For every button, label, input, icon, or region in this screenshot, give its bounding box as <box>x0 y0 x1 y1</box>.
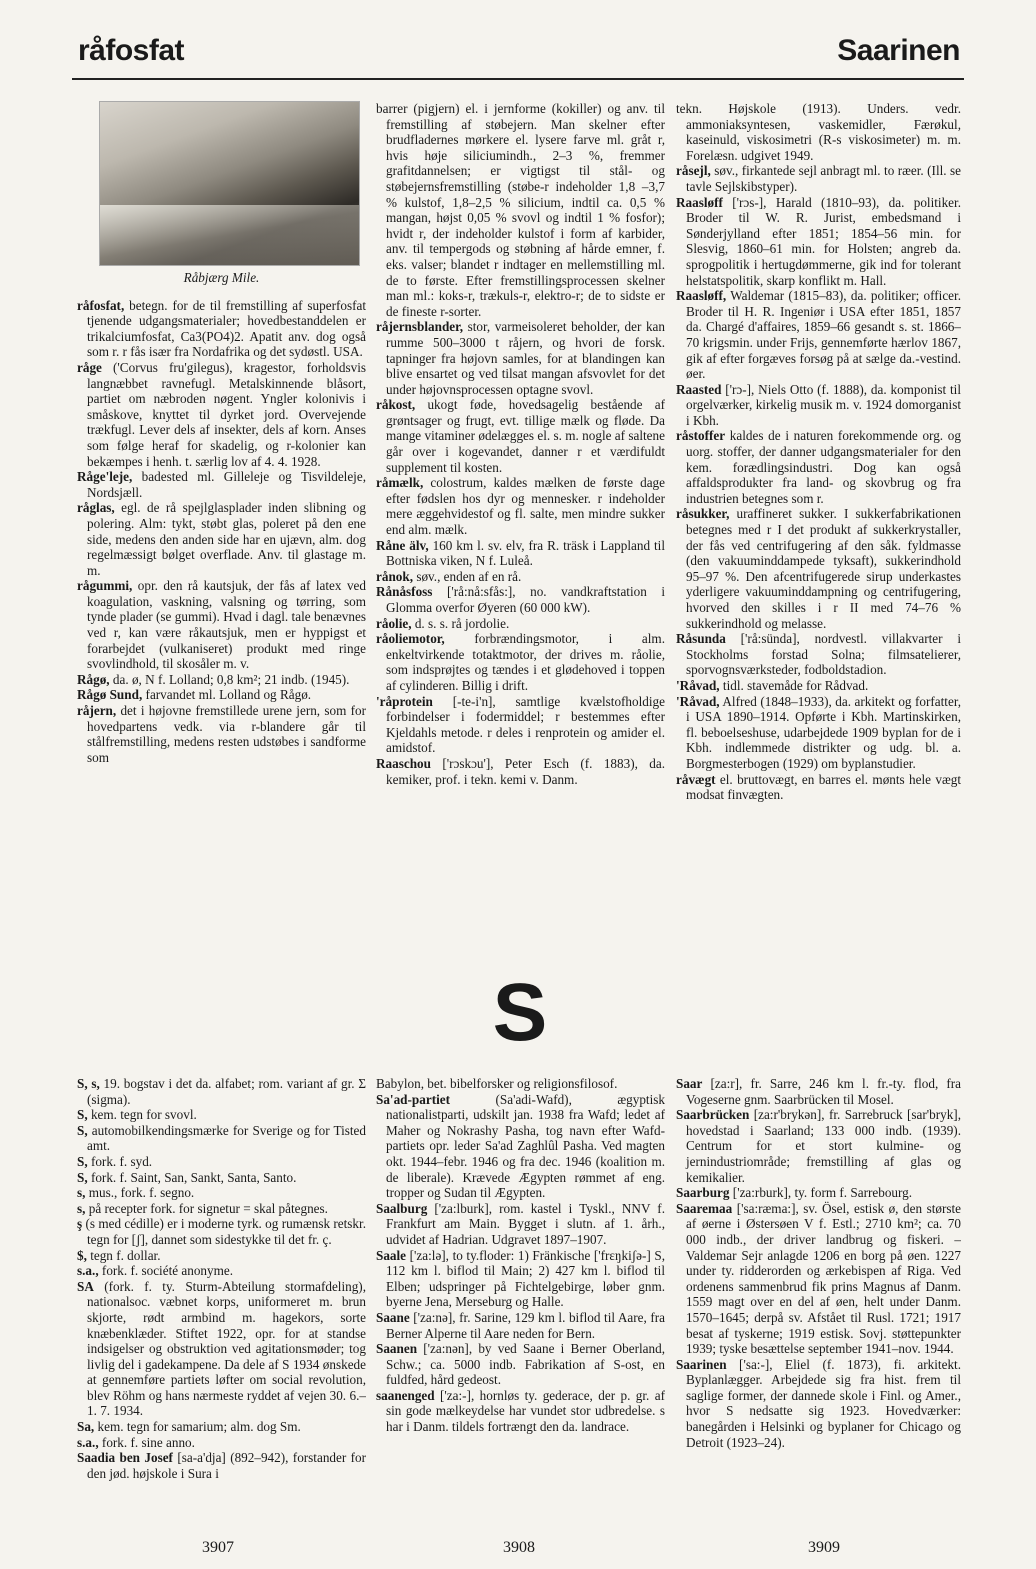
entry-headword: råjernsblander, <box>376 319 464 335</box>
dictionary-entry <box>77 1123 366 1154</box>
photo-caption: Råbjærg Mile. <box>183 270 260 285</box>
dictionary-entry <box>376 584 665 615</box>
entry-text: ukogt føde, hovedsagelig bestående af grøntsager og frugt, evt. tillige mælk og fløde. Da mange vitaminer ødelægges el. s. m. nogle af saltene går over i kogevandet, danner r et værdifuldt supplement til kosten. <box>386 397 665 475</box>
entry-headword: råstoffer <box>676 428 726 444</box>
entry-text: Alfred (1848–1933), da. arkitekt og forfatter, i USA 1890–1914. Opførte i Kbh. Martinskirken, fl. beboelseshuse, udarbejdede 1909 byplan for de i Kbh. indlemmede distrikter og udg. bl. a. Borgmesterbogen (1929) om byplanstudier. <box>686 693 961 771</box>
dictionary-entry <box>77 298 366 360</box>
entry-headword: råfosfat, <box>77 297 125 313</box>
dictionary-entry <box>77 1185 366 1201</box>
entry-headword: Råge'leje, <box>77 469 133 485</box>
header-rule <box>72 78 964 80</box>
column-3-top <box>676 101 961 881</box>
dictionary-entry <box>376 1092 665 1201</box>
entry-text: ['za:nə], fr. Sarine, 129 km l. biflod til Aare, fra Berner Alperne til Aare neden for Bern. <box>386 1309 665 1341</box>
entry-headword: Saarbrücken <box>676 1107 750 1123</box>
entry-text: ['rɔs-], Harald (1810–93), da. politiker. Broder til W. R. Jurist, embedsmand i Sønderjylland efter 1851; 1854–56 min. for Slesvig, 1860–61 min. for Holsten; angreb da. sprogpolitik i hertugdømmerne, gik ind for tolerant helstatspolitik, skarp konflikt m. Hall. <box>686 194 961 288</box>
entry-headword: s.a., <box>77 1263 99 1279</box>
entry-headword: råsejl, <box>676 163 711 179</box>
entry-headword: saanenged <box>376 1387 435 1403</box>
entry-headword: SA <box>77 1278 94 1294</box>
dictionary-entry <box>376 1310 665 1341</box>
entry-headword: Raaschou <box>376 755 431 771</box>
entry-headword: S, <box>77 1169 88 1185</box>
column-3-bottom <box>676 1076 961 1516</box>
entry-text: [za:r], fr. Sarre, 246 km l. fr.-ty. flod, fra Vogeserne gnm. Saarbrücken til Mosel. <box>686 1076 961 1107</box>
entry-text: det i højovne fremstillede urene jern, som for hovedpartens vedk. via r-blandere går til stålfremstilling, medens resten udstøbes i sandforme som <box>87 703 366 765</box>
entry-headword: råolie, <box>376 615 412 631</box>
entry-text: ['sa:-], Eliel (f. 1873), fi. arkitekt. Byplanlægger. Arbejdede sig fra hist. frem til saglige former, der dannede skole i Finl. og Amer., hvor S nedsatte sig 1923. Hovedværker: banegården i Helsinki og byplaner for Chicago og Detroit (1923–24). <box>686 1356 961 1450</box>
entry-headword: Sa'ad-partiet <box>376 1091 450 1107</box>
dictionary-entry <box>676 678 961 694</box>
entries <box>77 298 366 766</box>
entry-headword: s, <box>77 1200 86 1216</box>
entry-headword: råsukker, <box>676 506 730 522</box>
dictionary-entry <box>376 538 665 569</box>
entry-headword: råjern, <box>77 703 117 719</box>
dictionary-entry <box>77 1248 366 1264</box>
entry-headword: S, s, <box>77 1076 100 1091</box>
dictionary-entry <box>376 756 665 787</box>
dictionary-entry <box>77 1263 366 1279</box>
entry-text: ['za:-], hornløs ty. gederace, der p. gr. af sin gode mælkeydelse har vundet stor udbredelse. s har i Danm. tildels fortrængt den da. landrace. <box>386 1387 665 1435</box>
dictionary-entry <box>77 1154 366 1170</box>
dictionary-entry <box>77 672 366 688</box>
dictionary-entry <box>676 772 961 803</box>
entry-text: [-te-i'n], samtlige kvælstofholdige forbindelser i fodermiddel; r bestemmes efter Kjeldahls metode. r deles i renprotein og amider el. amidstof. <box>386 693 665 756</box>
dictionary-entry <box>376 1341 665 1388</box>
dictionary-entry <box>376 1248 665 1310</box>
entry-headword: Raasløff, <box>676 288 727 304</box>
dictionary-entry <box>376 397 665 475</box>
entry-headword: Råne älv, <box>376 537 429 553</box>
dictionary-entry <box>77 1279 366 1419</box>
entry-text: ('Corvus fru'gilegus), kragestor, forholdsvis langnæbbet ravnefugl. Metalskinnende blåsort, partiet om næbroden nøgent. Yngler kolonivis i småskove, knyttet til dyrket jord. Overvejende trækfugl. Lever dels af insekter, dels af korn. Anses som følge heraf for skadelig, og r-kolonier kan bekæmpes i henh. t. særlig lov af 4. 4. 1928. <box>87 359 366 469</box>
entries <box>77 1076 366 1481</box>
dictionary-entry <box>376 694 665 756</box>
dictionary-entry <box>77 1419 366 1435</box>
entry-headword: s.a., <box>77 1434 99 1450</box>
entry-headword: Saarburg <box>676 1185 730 1201</box>
entry-headword: Saale <box>376 1247 407 1263</box>
dictionary-entry <box>676 428 961 506</box>
entry-text: ['rɔ-], Niels Otto (f. 1888), da. komponist til orgelværker, kirkelig musik m. v. 1924 domorganist i Kbh. <box>686 381 961 428</box>
entry-text: tidl. stavemåde for Rådvad. <box>719 677 869 693</box>
dictionary-entry <box>676 288 961 382</box>
page-number-right: 3909 <box>808 1539 840 1556</box>
dictionary-entry <box>676 1201 961 1357</box>
entry-text: fork. f. sine anno. <box>98 1434 195 1450</box>
entry-text: ['za:lə], to ty.floder: 1) Fränkische ['frɛŋkiʃə-] S, 112 km l. biflod til Main; 2) 427 km l. biflod til Elben; udspringer på Fichtelgebirge, løber gnm. byerne Jena, Merseburg og Halle. <box>386 1247 665 1310</box>
entry-headword: $, <box>77 1247 87 1263</box>
entry-text: kaldes de i naturen forekommende org. og uorg. stoffer, der danner udgangsmaterialer for den kem. forædlingsindustri. Dog kan også affaldsprodukter fra land- og skovbrug og fra industrien betegnes som r. <box>686 428 961 506</box>
entry-headword: råoliemotor, <box>376 631 445 647</box>
entry-text: da. ø, N f. Lolland; 0,8 km²; 21 indb. (1945). <box>109 671 350 687</box>
dictionary-entry <box>376 101 665 319</box>
entry-text: betegn. for de til fremstilling af superfosfat tjenende udgangsmaterialer; hovedbestanddelen er trikalciumfosfat, Ca3(PO4)2. Apatit anv. dog også som r. r fås især fra Nordafrika og det sydøstl. USA. <box>87 297 366 360</box>
entry-text: (s med cédille) er i moderne tyrk. og rumænsk retskr. tegn for [ʃ], dannet som sidestykke til det fr. ç. <box>82 1216 366 1247</box>
running-head-right: Saarinen <box>837 34 960 67</box>
dictionary-entry <box>676 101 961 163</box>
entry-text: el. bruttovægt, en barres el. mønts hele vægt modsat finvægten. <box>686 771 961 803</box>
entry-headword: Rågø Sund, <box>77 687 143 703</box>
entry-headword: Saaremaa <box>676 1200 733 1216</box>
entry-text: mus., fork. f. segno. <box>85 1185 195 1201</box>
entry-text: d. s. s. rå jordolie. <box>411 615 510 631</box>
page-number-center: 3908 <box>503 1539 535 1556</box>
page-number-left: 3907 <box>202 1539 234 1556</box>
column-2-bottom <box>376 1076 665 1516</box>
entry-headword: 'råprotein <box>376 693 433 709</box>
entry-text: stor, varmeisoleret beholder, der kan rumme 500–3000 t råjern, og hvori de forsk. tapninger fra højovn samles, for at blandingen kan blive ensartet og ved tilsat mangan afsvovlet for det under højovnsprocessen optagne svovl. <box>386 319 665 397</box>
dictionary-entry <box>77 1435 366 1451</box>
entry-text: tekn. Højskole (1913). Unders. vedr. ammoniaksyntesen, vaskemidler, Færøkul, kaseinuld, viskosimetri (R-s viskosimeter) m. m. Forelæsn. udgivet 1949. <box>676 101 961 163</box>
column-1-top <box>77 101 366 881</box>
entry-headword: 'Råvad, <box>676 693 720 709</box>
entry-headword: Raasted <box>676 381 722 397</box>
entry-text: søv., firkantede sejl anbragt ml. to ræer. (Ill. se tavle Sejlskibstyper). <box>686 163 961 194</box>
entry-text: [za:r'brykən], fr. Sarrebruck [sar'bryk], hovedstad i Saarland; 133 000 indb. (1939). Centrum for et stort kulmine- og jernindustriområde; fremstilling af glas og kemikalier. <box>686 1107 961 1185</box>
column-2-top <box>376 101 665 881</box>
column-1-bottom <box>77 1076 366 1516</box>
entry-text: ['sa:ræma:], sv. Ösel, estisk ø, den største af øerne i Østersøen V f. Estl.; 2710 km²; ca. 70 000 indb., der driver landbrug og fiskeri. – Valdemar Sejr anlagde 1206 en borg på øen. 1227 under ty. ridderorden og ærkebispen af Riga. Ved ordenens sammenbrud fik prins Magnus af Danm. 1559 magt over en del af øen, helt under Danm. 1570–1645; derpå sv. Afstået til Rusl. 1721; 1917 besat af tyskerne; 1919 estisk. Sovj. støttepunkter 1939; tyske besættelse september 1941–nov. 1944. <box>686 1200 961 1357</box>
entry-text: opr. den rå kautsjuk, der fås af latex ved koagulation, vaskning, valsning og tørring, som tynde plader (se gummi). Hvad i dagl. tale benævnes ved r, kan være råkautsjuk, men er hyppigst et forarbejdet (vulkaniseret) produkt med ringe svovlindhold, til skosåler m. v. <box>87 578 366 672</box>
entry-headword: Sa, <box>77 1419 95 1435</box>
entry-headword: Saalburg <box>376 1200 428 1216</box>
dictionary-entry <box>676 1076 961 1107</box>
dictionary-entry <box>376 631 665 693</box>
entry-headword: Raasløff <box>676 194 723 210</box>
dictionary-entry <box>376 319 665 397</box>
entry-headword: Saane <box>376 1309 410 1325</box>
entry-text: kem. tegn for samarium; alm. dog Sm. <box>94 1419 301 1435</box>
dictionary-entry <box>77 687 366 703</box>
entry-headword: ş <box>77 1216 83 1232</box>
dictionary-entry <box>376 1201 665 1248</box>
entry-text: (Sa'adi-Wafd), ægyptisk nationalistparti, udskilt jan. 1938 fra Wafd; ledet af Maher og Nokrashy Pasha, tog navn efter Wafd-partiets opr. leder Sa'ad Zaghlûl Pasha. Ved magten okt. 1944–febr. 1946 og fra dec. 1946 (koalition m. de liberale). Krævede Ægypten rømmet af eng. tropper og Sudan til Ægypten. <box>386 1091 665 1201</box>
entries <box>376 101 665 787</box>
entry-headword: s, <box>77 1185 86 1201</box>
entry-text: (fork. f. ty. Sturm-Abteilung stormafdeling), nationalsoc. væbnet korps, uniformeret m. brun skjorte, rødt armbind m. hagekors, sorte knæbenklæder. Stiftet 1922, opr. for at standse indsigelser og obstruktion ved agitationsmøder; tog livlig del i gadekampene. Da dele af S 1934 ønskede at gennemføre partiets løfter om social revolution, blev Röhm og hans nærmeste ryddet af vejen 30. 6.–1. 7. 1934. <box>87 1278 366 1419</box>
dictionary-entry <box>77 1107 366 1123</box>
entries <box>376 1076 665 1435</box>
dictionary-entry <box>676 195 961 289</box>
entry-headword: råglas, <box>77 500 115 516</box>
entry-text: automobilkendingsmærke for Sverige og for Tisted amt. <box>87 1122 366 1154</box>
entry-headword: Saanen <box>376 1341 418 1357</box>
entry-text: 160 km l. sv. elv, fra R. träsk i Lappland til Bottniska viken, N f. Luleå. <box>386 537 665 569</box>
dictionary-entry <box>77 1450 366 1481</box>
dictionary-entry <box>77 578 366 672</box>
entries <box>676 101 961 803</box>
dictionary-entry <box>376 1076 665 1092</box>
dictionary-entry <box>676 631 961 678</box>
dictionary-entry <box>676 506 961 631</box>
entry-headword: Saadia ben Josef <box>77 1450 173 1466</box>
dictionary-entry <box>676 382 961 429</box>
entry-text: [sa-a'dja] (892–942), forstander for den jød. højskole i Sura i <box>87 1450 366 1481</box>
entry-text: ['rɔskɔu'], Peter Esch (f. 1883), da. kemiker, prof. i tekn. kemi v. Danm. <box>386 755 665 787</box>
dictionary-entry <box>676 1357 961 1451</box>
entry-headword: rågummi, <box>77 578 133 594</box>
entry-text: på recepter fork. for signetur = skal påtegnes. <box>85 1200 328 1216</box>
entry-text: ['za:rburk], ty. form f. Sarrebourg. <box>729 1185 913 1201</box>
entry-text: 19. bogstav i det da. alfabet; rom. variant af gr. Σ (sigma). <box>87 1076 366 1107</box>
dictionary-entry <box>376 616 665 632</box>
dictionary-entry <box>676 694 961 772</box>
dictionary-entry <box>77 1201 366 1217</box>
entry-text: tegn f. dollar. <box>86 1247 161 1263</box>
dictionary-entry <box>77 703 366 765</box>
dictionary-entry <box>77 469 366 500</box>
dictionary-entry <box>676 163 961 194</box>
entry-headword: S, <box>77 1107 88 1123</box>
dictionary-entry <box>77 1216 366 1247</box>
entry-text: fork. f. syd. <box>87 1153 153 1169</box>
entry-text: uraffineret sukker. I sukkerfabrikationen betegnes med r I det produkt af sukkerkrystaller, der fås ved centrifugering af den såk. fyldmasse (den vakuuminddampede tyksaft), sukkerindhold 95–97 %. Den afcentrifugerede sirup underkastes yderligere vakuuminddampning og centrifugering, hvorved den skilles i r II med 74–76 % sukkerindhold og melasse. <box>686 506 961 631</box>
entry-headword: rånok, <box>376 568 414 584</box>
dictionary-entry <box>376 1388 665 1435</box>
entry-text: egl. de rå spejlglasplader inden slibning og polering. Alm: tykt, støbt glas, poleret på den ene side, medens den anden side har en ujævn, alm. dog regelmæssigt bølget overflade. Anv. til glastage m. m. <box>87 500 366 578</box>
entry-text: forbrændingsmotor, i alm. enkeltvirkende totaktmotor, der drives m. råolie, som indsprøjtes og tændes i et glødehoved i toppen af cylinderen. Billig i drift. <box>386 631 665 693</box>
entry-text: badested ml. Gilleleje og Tisvildeleje, Nordsjæll. <box>87 469 366 500</box>
running-head-left: råfosfat <box>78 34 185 67</box>
entry-headword: råvægt <box>676 771 716 787</box>
dictionary-entry <box>77 360 366 469</box>
section-letter: S <box>492 967 548 1058</box>
entry-text: ['za:lburk], rom. kastel i Tyskl., NNV f. Frankfurt am Main. Bygget i slutn. af 1. årh., udvidet af Hadrian. Udgravet 1897–1907. <box>386 1200 665 1247</box>
entry-headword: Rågø, <box>77 671 110 687</box>
dictionary-entry <box>77 500 366 578</box>
entry-text: colostrum, kaldes mælken de første dage efter fødslen hos dyr og mennesker. r indeholder mere æggehvidestof og fl. salte, men mindre sukker end alm. mælk. <box>386 475 665 538</box>
entry-headword: Rånåsfoss <box>376 584 433 600</box>
entry-headword: 'Råvad, <box>676 677 720 693</box>
entry-headword: S, <box>77 1122 88 1138</box>
dictionary-entry <box>376 569 665 585</box>
entry-headword: råge <box>77 359 102 375</box>
entry-headword: S, <box>77 1153 88 1169</box>
dictionary-entry <box>77 1170 366 1186</box>
entry-headword: råkost, <box>376 397 416 413</box>
entry-text: ['za:nən], by ved Saane i Berner Oberland, Schw.; ca. 5000 indb. Fabrikation af S-ost, en fuldfed, hård gedeost. <box>386 1341 665 1388</box>
entry-text: ['rå:nå:sfås:], no. vandkraftstation i Glomma overfor Øyeren (60 000 kW). <box>386 584 665 615</box>
entry-headword: Saarinen <box>676 1356 727 1372</box>
entry-text: kem. tegn for svovl. <box>87 1107 197 1123</box>
entry-text: ['rå:sünda], nordvestl. villakvarter i Stockholms forstad Solna; filmsatelierer, sporvognsværksteder, fodboldstadion. <box>686 631 961 678</box>
entry-headword: Råsunda <box>676 631 726 647</box>
dictionary-entry <box>77 1076 366 1107</box>
entry-text: søv., enden af en rå. <box>413 568 522 584</box>
dictionary-entry <box>676 1107 961 1185</box>
dictionary-entry <box>676 1185 961 1201</box>
dictionary-entry <box>376 475 665 537</box>
entry-text: Babylon, bet. bibelforsker og religionsfilosof. <box>376 1076 618 1091</box>
entry-text: fork. f. société anonyme. <box>98 1263 234 1279</box>
entry-text: fork. f. Saint, San, Sankt, Santa, Santo. <box>87 1169 297 1185</box>
entry-text: farvandet ml. Lolland og Rågø. <box>142 687 312 703</box>
entry-text: Waldemar (1815–83), da. politiker; officer. Broder til H. R. Ingeniør i USA efter 1851, 1857 da. Chargé d'affaires, 1859–66 gesandt s. st. 1866–70 krigsmin. under Frijs, gennemførte hærlov 1867, gik af efter forgæves forsøg på at sælge da.-vestind. øer. <box>686 288 961 382</box>
entry-headword: råmælk, <box>376 475 424 491</box>
entries <box>676 1076 961 1450</box>
entry-headword: Saar <box>676 1076 703 1091</box>
photo-rabjerg-mile <box>99 101 360 266</box>
entry-text: barrer (pigjern) el. i jernforme (kokiller) og anv. til fremstilling af støbejern. Man skelner efter brudfladernes mørkere el. lysere farve ml. gråt r, hvis høje siliciumindh., 2–3 %, fremmer grafitdannelsen; er vigtigst til stål- og støbejernsfremstilling (støbe-r indeholder 1,8 –3,7 % kulstof, 1,8–2,5 % silicium, indtil ca. 0,5 % mangan, højst 0,05 % svovl og indtil 1 % fosfor); hvidt r, der indeholder kulstof i form af karbider, anv. til tempergods og støbning af hårde emner, f. eks. valser; blandet r indtager en mellemstilling ml. de to første. Efter fremstillingsprocessen skelner man ml.: koks-r, trækuls-r, elektro-r; de to sidste er de fineste r-sorter. <box>376 101 665 319</box>
